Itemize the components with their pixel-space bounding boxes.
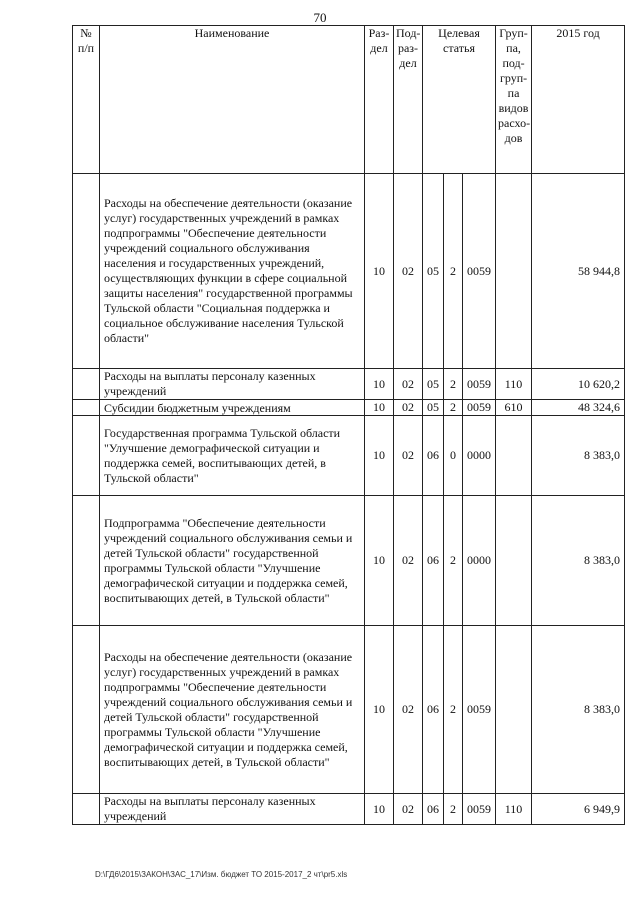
- row-podrazdel: 02: [394, 369, 423, 400]
- row-amount: 8 383,0: [532, 416, 625, 496]
- table-row: [73, 496, 625, 626]
- row-target-part2: 2: [444, 369, 463, 400]
- row-target-part2: 2: [444, 626, 463, 794]
- row-name: Расходы на выплаты персоналу казенных учреждений: [100, 369, 365, 400]
- budget-table: [72, 25, 625, 825]
- row-group: 610: [496, 400, 532, 416]
- row-num: [73, 626, 100, 794]
- row-name: Расходы на обеспечение деятельности (оказание услуг) государственных учреждений в рамках подпрограммы "Обеспечение деятельности учреждений социального обслуживания семьи и детей Тульской области" государственной программы Тульской области "Улучшение демографической ситуации и поддержка семей, воспитывающих детей, в Тульской области": [100, 626, 365, 794]
- row-razdel: 10: [365, 400, 394, 416]
- row-num: [73, 369, 100, 400]
- row-amount: 58 944,8: [532, 174, 625, 369]
- row-razdel: 10: [365, 369, 394, 400]
- table-row: [73, 416, 625, 496]
- row-group: [496, 626, 532, 794]
- row-razdel: 10: [365, 496, 394, 626]
- row-target-part3: 0059: [463, 174, 496, 369]
- row-name: Подпрограмма "Обеспечение деятельности учреждений социального обслуживания семьи и детей Тульской области" государственной программы Тульской области "Улучшение демографической ситуации и поддержка семей, воспитывающих детей, в Тульской области": [100, 496, 365, 626]
- file-path-footer: D:\ГД6\2015\ЗАКОН\ЗАС_17\Изм. бюджет ТО 2015-2017_2 чт\pr5.xls: [95, 870, 348, 879]
- row-razdel: 10: [365, 794, 394, 825]
- row-target-part3: 0059: [463, 626, 496, 794]
- row-target-part2: 2: [444, 400, 463, 416]
- row-razdel: 10: [365, 626, 394, 794]
- row-target-part1: 06: [423, 496, 444, 626]
- row-target-part1: 06: [423, 626, 444, 794]
- table-row: [73, 794, 625, 825]
- row-num: [73, 794, 100, 825]
- row-podrazdel: 02: [394, 626, 423, 794]
- row-razdel: 10: [365, 174, 394, 369]
- row-num: [73, 416, 100, 496]
- row-target-part3: 0059: [463, 794, 496, 825]
- row-name: Субсидии бюджетным учреждениям: [100, 400, 365, 416]
- row-group: [496, 496, 532, 626]
- row-target-part1: 05: [423, 400, 444, 416]
- row-group: [496, 416, 532, 496]
- row-name: Государственная программа Тульской области "Улучшение демографической ситуации и поддержка семей, воспитывающих детей, в Тульской области": [100, 416, 365, 496]
- row-razdel: 10: [365, 416, 394, 496]
- row-target-part3: 0000: [463, 416, 496, 496]
- header-row: [73, 26, 625, 174]
- header-num: № п/п: [73, 26, 100, 174]
- row-target-part2: 0: [444, 416, 463, 496]
- row-podrazdel: 02: [394, 174, 423, 369]
- row-group: 110: [496, 794, 532, 825]
- row-amount: 10 620,2: [532, 369, 625, 400]
- row-name: Расходы на выплаты персоналу казенных учреждений: [100, 794, 365, 825]
- row-target-part2: 2: [444, 174, 463, 369]
- row-target-part3: 0000: [463, 496, 496, 626]
- header-group: Груп-па, под-груп-па видов расхо-дов: [496, 26, 532, 174]
- row-target-part3: 0059: [463, 400, 496, 416]
- header-name: Наименование: [100, 26, 365, 174]
- header-razdel: Раз-дел: [365, 26, 394, 174]
- row-target-part2: 2: [444, 496, 463, 626]
- row-podrazdel: 02: [394, 400, 423, 416]
- row-podrazdel: 02: [394, 496, 423, 626]
- row-target-part1: 06: [423, 794, 444, 825]
- row-target-part3: 0059: [463, 369, 496, 400]
- row-target-part1: 05: [423, 174, 444, 369]
- row-target-part2: 2: [444, 794, 463, 825]
- row-num: [73, 400, 100, 416]
- row-num: [73, 174, 100, 369]
- row-group: 110: [496, 369, 532, 400]
- table-row: [73, 400, 625, 416]
- header-target: Целевая статья: [423, 26, 496, 174]
- row-amount: 8 383,0: [532, 496, 625, 626]
- header-podrazdel: Под-раз-дел: [394, 26, 423, 174]
- table-row: [73, 626, 625, 794]
- header-year: 2015 год: [532, 26, 625, 174]
- row-num: [73, 496, 100, 626]
- row-podrazdel: 02: [394, 416, 423, 496]
- row-podrazdel: 02: [394, 794, 423, 825]
- page-number: 70: [313, 10, 327, 25]
- row-amount: 48 324,6: [532, 400, 625, 416]
- table-row: [73, 174, 625, 369]
- row-target-part1: 06: [423, 416, 444, 496]
- row-target-part1: 05: [423, 369, 444, 400]
- table-row: [73, 369, 625, 400]
- row-amount: 6 949,9: [532, 794, 625, 825]
- row-name: Расходы на обеспечение деятельности (оказание услуг) государственных учреждений в рамках подпрограммы "Обеспечение деятельности учреждений социального обслуживания населения и государственных учреждений, осуществляющих функции в сфере социальной защиты населения" государственной программы Тульской области "Социальная поддержка и социальное обслуживание населения Тульской области": [100, 174, 365, 369]
- row-group: [496, 174, 532, 369]
- row-amount: 8 383,0: [532, 626, 625, 794]
